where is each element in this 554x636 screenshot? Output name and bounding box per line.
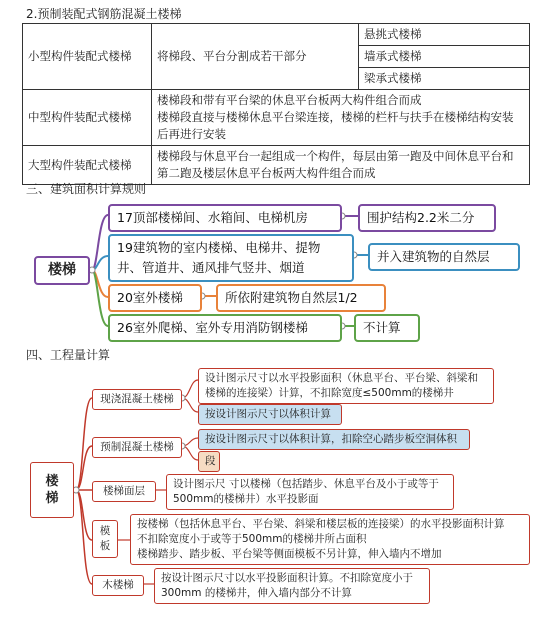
table-desc-line: 楼梯段直接与楼梯休息平台梁连接，楼梯的栏杆与扶手在楼梯结构安装后再进行安装: [157, 110, 514, 141]
table-sub-cell: 悬挑式楼梯: [359, 24, 530, 46]
table-sub-cell: 墙承式楼梯: [359, 46, 530, 68]
detail-line: 楼梯的连接梁）计算，不扣除宽度≤500mm的楼梯井: [205, 387, 454, 399]
section3-branch-node: 17顶部楼梯间、水箱间、电梯机房: [108, 204, 342, 232]
section4-detail-node: 段: [198, 451, 220, 472]
section3-result-node: 不计算: [354, 314, 420, 342]
branch-line: 井、管道井、通风排气竖井、烟道: [117, 260, 305, 275]
section3-branch-node: 26室外爬梯、室外专用消防钢楼梯: [108, 314, 342, 342]
detail-line: 设计图示尺 寸以楼梯（包括踏步、休息平台及小于或等于: [173, 478, 439, 490]
section3-result-node: 围护结构2.2米二分: [358, 204, 496, 232]
section4-branch-node: [92, 520, 118, 558]
table-sub-cell: 梁承式楼梯: [359, 68, 530, 90]
section4-branch-node: 预制混凝土楼梯: [92, 437, 182, 458]
table-desc-line: 楼梯段和带有平台梁的休息平台板两大构件组合而成: [157, 93, 422, 107]
branch-line: 19建筑物的室内楼梯、电梯井、提物: [117, 240, 321, 255]
section4-branch-node: 现浇混凝土楼梯: [92, 389, 182, 410]
section4-detail-node: 按设计图示尺寸以体积计算，扣除空心踏步板空洞体积: [198, 429, 470, 450]
section4-detail-node: [198, 368, 494, 404]
table-row-type: 中型构件装配式楼梯: [23, 90, 152, 146]
section4-title: 四、工程量计算: [26, 348, 111, 362]
section4-branch-node: 木楼梯: [92, 575, 144, 596]
root-char: 楼: [45, 474, 59, 489]
detail-line: 不扣除宽度小于或等于500mm的楼梯井所占面积: [137, 533, 367, 545]
table-row-type: 大型构件装配式楼梯: [23, 146, 152, 185]
section4-root-node: [30, 462, 74, 518]
table-row-desc: 将梯段、平台分割成若干部分: [152, 24, 359, 90]
section4-branch-node: 楼梯面层: [92, 481, 156, 502]
detail-line: 按设计图示尺寸以水平投影面积计算。不扣除宽度小于: [161, 572, 413, 584]
section2-title: 2.预制装配式钢筋混凝土楼梯: [26, 7, 182, 21]
section3-branch-node: 20室外楼梯: [108, 284, 202, 312]
table-row-desc: 楼梯段与休息平台一起组成一个构件，每层由第一跑及中间休息平台和第二跑及楼层休息平台板两大构件组合而成: [152, 146, 530, 185]
root-char: 梯: [45, 491, 59, 506]
section3-root-node: 楼梯: [34, 256, 90, 285]
label-char: 模: [99, 525, 111, 537]
table-row-type: 小型构件装配式楼梯: [23, 24, 152, 90]
label-char: 板: [99, 540, 111, 552]
section4-detail-node: 按设计图示尺寸以体积计算: [198, 404, 342, 425]
section3-result-node: 并入建筑物的自然层: [368, 243, 520, 271]
detail-line: 500mm的楼梯井）水平投影面: [173, 493, 319, 505]
section3-title: 三、建筑面积计算规则: [26, 182, 147, 196]
detail-line: 设计图示尺寸以水平投影面积（休息平台、平台梁、斜梁和: [205, 372, 478, 384]
detail-line: 300mm 的楼梯井，伸入墙内部分不计算: [161, 587, 352, 599]
section4-detail-node: [154, 568, 430, 604]
section4-detail-node: [130, 514, 530, 565]
section3-result-node: 所依附建筑物自然层1/2: [216, 284, 386, 312]
section4-detail-node: [166, 474, 454, 510]
detail-line: 楼梯踏步、踏步板、平台梁等侧面模板不另计算，伸入墙内不增加: [137, 548, 442, 560]
detail-line: 按楼梯（包括休息平台、平台梁、斜梁和楼层板的连接梁）的水平投影面积计算: [137, 518, 505, 530]
